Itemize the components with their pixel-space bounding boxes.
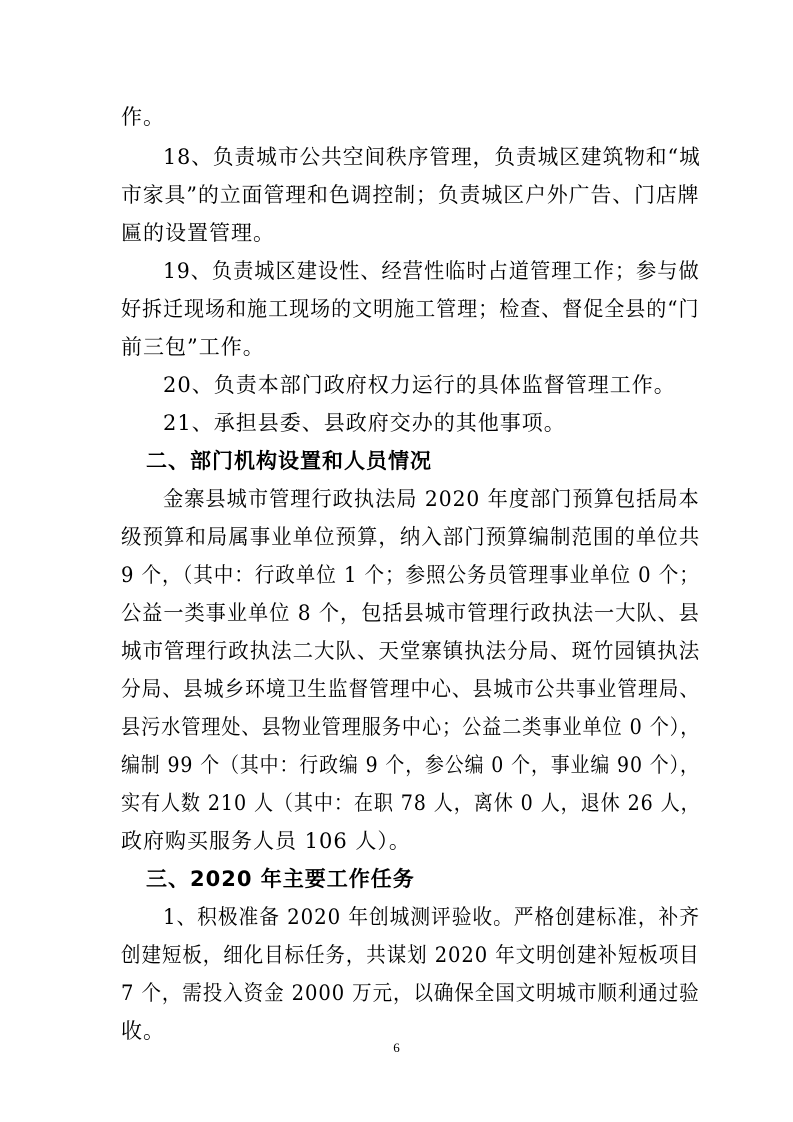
- text-line: 作。: [121, 105, 165, 129]
- text-line: 分局、县城乡环境卫生监督管理中心、县城市公共事业管理局、: [121, 677, 701, 701]
- text-line: 实有人数 210 人（其中：在职 78 人，离休 0 人，退休 26 人，: [121, 791, 701, 815]
- text-line: 县污水管理处、县物业管理服务中心；公益二类事业单位 0 个），: [121, 715, 701, 739]
- text-line: 编制 99 个（其中：行政编 9 个，参公编 0 个，事业编 90 个），: [121, 753, 700, 777]
- text-line: 21、承担县委、县政府交办的其他事项。: [163, 411, 566, 435]
- page-number: 6: [393, 1040, 400, 1055]
- text-line: 20、负责本部门政府权力运行的具体监督管理工作。: [163, 373, 676, 397]
- text-line: 19、负责城区建设性、经营性临时占道管理工作；参与做: [163, 259, 700, 283]
- section-heading: 二、部门机构设置和人员情况: [146, 449, 432, 473]
- section-heading: 三、2020 年主要工作任务: [146, 867, 415, 891]
- text-line: 公益一类事业单位 8 个，包括县城市管理行政执法一大队、县: [121, 601, 700, 625]
- text-line: 城市管理行政执法二大队、天堂寨镇执法分局、斑竹园镇执法: [121, 639, 701, 663]
- text-line: 匾的设置管理。: [121, 221, 275, 245]
- text-line: 级预算和局属事业单位预算，纳入部门预算编制范围的单位共: [121, 525, 701, 549]
- text-line: 前三包”工作。: [121, 335, 265, 359]
- text-line: 政府购买服务人员 106 人）。: [121, 829, 411, 853]
- text-line: 收。: [121, 1019, 165, 1043]
- text-line: 7 个，需投入资金 2000 万元，以确保全国文明城市顺利通过验: [121, 981, 700, 1005]
- text-line: 18、负责城市公共空间秩序管理，负责城区建筑物和“城: [163, 145, 701, 169]
- text-line: 1、积极准备 2020 年创城测评验收。严格创建标准，补齐: [163, 905, 700, 929]
- text-line: 创建短板，细化目标任务，共谋划 2020 年文明创建补短板项目: [121, 943, 700, 967]
- text-line: 9 个，（其中：行政单位 1 个；参照公务员管理事业单位 0 个；: [121, 563, 700, 587]
- text-line: 好拆迁现场和施工现场的文明施工管理；检查、督促全县的“门: [121, 297, 700, 321]
- text-line: 市家具”的立面管理和色调控制；负责城区户外广告、门店牌: [121, 183, 700, 207]
- text-line: 金寨县城市管理行政执法局 2020 年度部门预算包括局本: [163, 487, 700, 511]
